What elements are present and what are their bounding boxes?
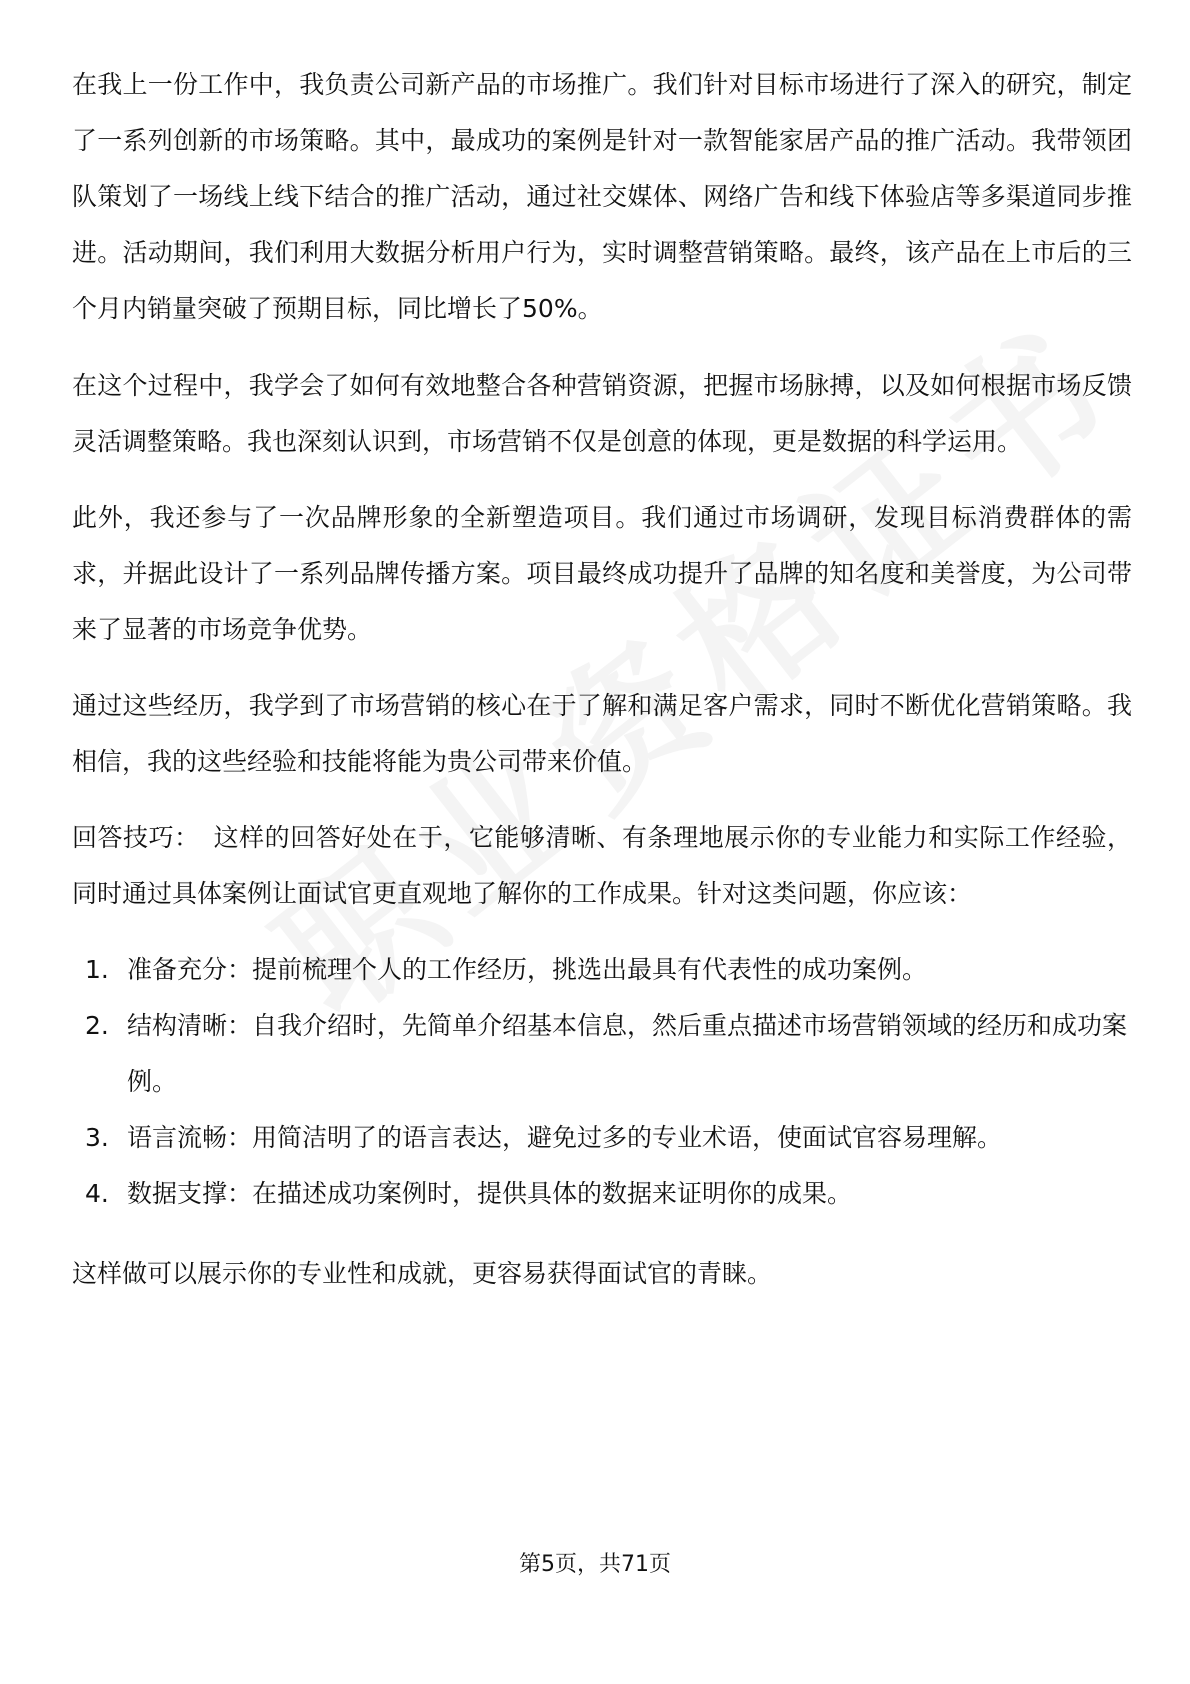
list-item-number: 4. bbox=[85, 1179, 109, 1208]
list-item-text: 准备充分：提前梳理个人的工作经历，挑选出最具有代表性的成功案例。 bbox=[127, 955, 928, 984]
list-item bbox=[72, 942, 1132, 998]
list-item-number: 1. bbox=[85, 955, 109, 984]
tips-paragraph bbox=[72, 810, 1132, 922]
page-number: 第5页，共71页 bbox=[519, 1552, 671, 1577]
tips-label: 回答技巧： bbox=[72, 823, 200, 852]
list-item-number: 3. bbox=[85, 1123, 109, 1152]
paragraph-brand-project: 此外，我还参与了一次品牌形象的全新塑造项目。我们通过市场调研，发现目标消费群体的需求，并据此设计了一系列品牌传播方案。项目最终成功提升了品牌的知名度和美誉度，为公司带来了显著的市场竞争优势。 bbox=[72, 503, 1132, 644]
tips-intro: 这样的回答好处在于，它能够清晰、有条理地展示你的专业能力和实际工作经验，同时通过具体案例让面试官更直观地了解你的工作成果。针对这类问题，你应该： bbox=[72, 823, 1132, 908]
list-item bbox=[72, 1110, 1132, 1166]
paragraph-experience: 在我上一份工作中，我负责公司新产品的市场推广。我们针对目标市场进行了深入的研究，制定了一系列创新的市场策略。其中，最成功的案例是针对一款智能家居产品的推广活动。我带领团队策划了一场线上线下结合的推广活动，通过社交媒体、网络广告和线下体验店等多渠道同步推进。活动期间，我们利用大数据分析用户行为，实时调整营销策略。最终，该产品在上市后的三个月内销量突破了预期目标，同比增长了50%。 bbox=[72, 70, 1132, 323]
list-item-text: 数据支撑：在描述成功案例时，提供具体的数据来证明你的成果。 bbox=[127, 1179, 853, 1208]
paragraph-summary: 通过这些经历，我学到了市场营销的核心在于了解和满足客户需求，同时不断优化营销策略。我相信，我的这些经验和技能将能为贵公司带来价值。 bbox=[72, 691, 1132, 776]
paragraph-learning: 在这个过程中，我学会了如何有效地整合各种营销资源，把握市场脉搏，以及如何根据市场反馈灵活调整策略。我也深刻认识到，市场营销不仅是创意的体现，更是数据的科学运用。 bbox=[72, 371, 1132, 456]
list-item bbox=[72, 998, 1132, 1110]
list-item-text: 语言流畅：用简洁明了的语言表达，避免过多的专业术语，使面试官容易理解。 bbox=[127, 1123, 1003, 1152]
list-item-text: 结构清晰：自我介绍时，先简单介绍基本信息，然后重点描述市场营销领域的经历和成功案例。 bbox=[127, 1011, 1128, 1096]
list-item bbox=[72, 1166, 1132, 1222]
document-body bbox=[72, 57, 1132, 1322]
list-item-number: 2. bbox=[85, 1011, 109, 1040]
tips-list bbox=[72, 942, 1132, 1222]
paragraph-conclusion: 这样做可以展示你的专业性和成就，更容易获得面试官的青睐。 bbox=[72, 1259, 773, 1288]
